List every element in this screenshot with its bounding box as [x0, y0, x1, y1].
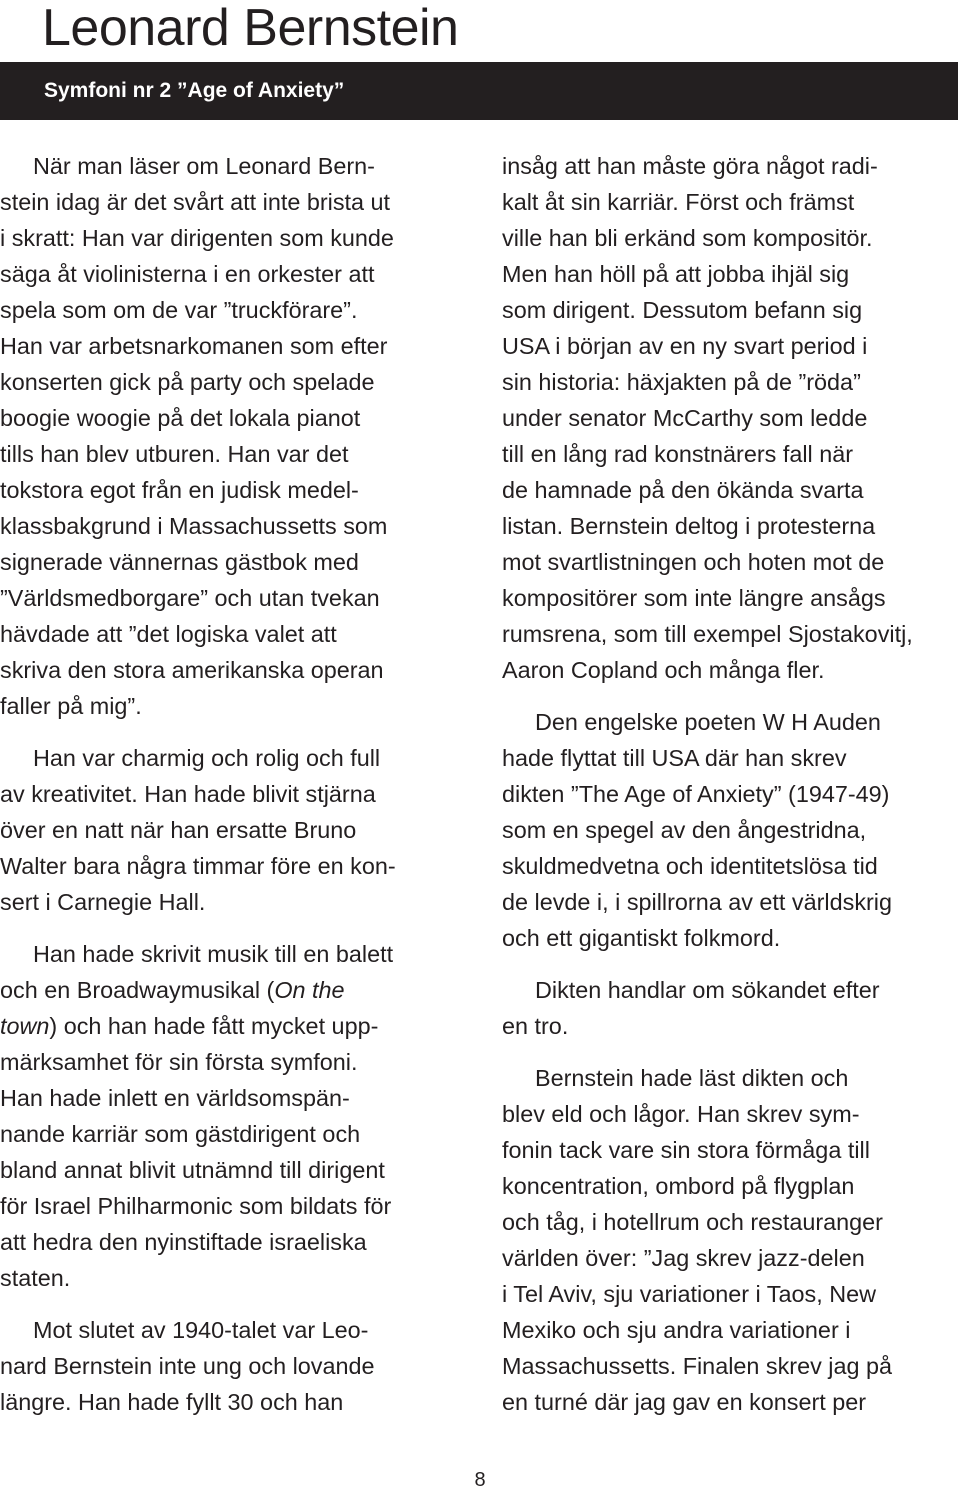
text-line: fonin tack vare sin stora förmåga till [502, 1137, 870, 1163]
text-line: signerade vännernas gästbok med [0, 549, 359, 575]
text-line: nard Bernstein inte ung och lovande [0, 1353, 375, 1379]
page-number: 8 [474, 1469, 486, 1491]
text-line: och ett gigantiskt folkmord. [502, 925, 781, 951]
text-line: koncentration, ombord på flygplan [502, 1173, 855, 1199]
text-line: under senator McCarthy som ledde [502, 405, 868, 431]
text-line: spela som om de var ”truckförare”. [0, 297, 358, 323]
text-line: säga åt violinisterna i en orkester att [0, 261, 375, 287]
text-line: USA i början av en ny svart period i [502, 333, 868, 359]
text-line: Mot slutet av 1940-talet var Leo- [33, 1317, 369, 1343]
text-line: tills han blev utburen. Han var det [0, 441, 349, 467]
text-line: insåg att han måste göra något radi- [502, 153, 878, 179]
section-heading: Symfoni nr 2 ”Age of Anxiety” [44, 79, 345, 102]
right-column-paragraph [502, 972, 960, 1044]
text-line: När man läser om Leonard Bern- [33, 153, 375, 179]
text-line: blev eld och lågor. Han skrev sym- [502, 1101, 860, 1127]
text-line: att hedra den nyinstiftade israeliska [0, 1229, 367, 1255]
text-line: ville han bli erkänd som kompositör. [502, 225, 873, 251]
text-line: kalt åt sin karriär. Först och främst [502, 189, 855, 215]
text-line: bland annat blivit utnämnd till dirigent [0, 1157, 385, 1183]
text-line: Walter bara några timmar före en kon- [0, 853, 396, 879]
text-line: Den engelske poeten W H Auden [535, 709, 881, 735]
text-line: över en natt när han ersatte Bruno [0, 817, 357, 843]
text-line: nande karriär som gästdirigent och [0, 1121, 361, 1147]
text-line: rumsrena, som till exempel Sjostakovitj, [502, 621, 913, 647]
text-line: ”Världsmedborgare” och utan tvekan [0, 585, 380, 611]
text-line: klassbakgrund i Massachussetts som [0, 513, 388, 539]
text-line: town) och han hade fått mycket upp- [0, 1013, 379, 1039]
page-title: Leonard Bernstein [42, 0, 459, 57]
text-line: i Tel Aviv, sju variationer i Taos, New [502, 1281, 876, 1307]
text-line: Men han höll på att jobba ihjäl sig [502, 261, 850, 287]
text-line: som dirigent. Dessutom befann sig [502, 297, 863, 323]
left-column [0, 148, 470, 1436]
text-line: konserten gick på party och spelade [0, 369, 375, 395]
text-line: faller på mig”. [0, 693, 142, 719]
text-line: dikten ”The Age of Anxiety” (1947-49) [502, 781, 890, 807]
text-line: mot svartlistningen och hoten mot de [502, 549, 885, 575]
text-line: listan. Bernstein deltog i protesterna [502, 513, 876, 539]
text-line: stein idag är det svårt att inte brista ut [0, 189, 391, 215]
text-line: märksamhet för sin första symfoni. [0, 1049, 358, 1075]
text-line: och en Broadwaymusikal (On the [0, 977, 345, 1003]
text-line: Aaron Copland och många fler. [502, 657, 825, 683]
text-line: Bernstein hade läst dikten och [535, 1065, 849, 1091]
text-line: tokstora egot från en judisk medel- [0, 477, 359, 503]
text-line: Dikten handlar om sökandet efter [535, 977, 880, 1003]
text-line: sert i Carnegie Hall. [0, 889, 206, 915]
text-line: världen över: ”Jag skrev jazz-delen [502, 1245, 865, 1271]
text-line: Han var arbetsnarkomanen som efter [0, 333, 388, 359]
text-line: en turné där jag gav en konsert per [502, 1389, 867, 1415]
text-line: en tro. [502, 1013, 569, 1039]
right-column [502, 148, 960, 1436]
text-line: för Israel Philharmonic som bildats för [0, 1193, 392, 1219]
text-line: i skratt: Han var dirigenten som kunde [0, 225, 394, 251]
right-column-paragraph [502, 704, 960, 956]
text-line: skuldmedvetna och identitetslösa tid [502, 853, 878, 879]
text-line: längre. Han hade fyllt 30 och han [0, 1389, 344, 1415]
text-line: som en spegel av den ångestridna, [502, 817, 867, 843]
text-line: kompositörer som inte längre ansågs [502, 585, 886, 611]
text-line: Mexiko och sju andra variationer i [502, 1317, 851, 1343]
text-line: Han hade inlett en världsomspän- [0, 1085, 350, 1111]
text-line: Han var charmig och rolig och full [33, 745, 381, 771]
text-line: hävdade att ”det logiska valet att [0, 621, 337, 647]
left-column-paragraph [0, 936, 470, 1296]
left-column-paragraph [0, 740, 470, 920]
right-column-paragraph [502, 1060, 960, 1420]
text-line: Han hade skrivit musik till en balett [33, 941, 394, 967]
text-line: skriva den stora amerikanska operan [0, 657, 384, 683]
section-banner [0, 62, 958, 120]
text-line: boogie woogie på det lokala pianot [0, 405, 361, 431]
text-line: de hamnade på den ökända svarta [502, 477, 864, 503]
text-line: av kreativitet. Han hade blivit stjärna [0, 781, 376, 807]
text-line: och tåg, i hotellrum och restauranger [502, 1209, 883, 1235]
left-column-paragraph [0, 1312, 470, 1420]
text-line: Massachussetts. Finalen skrev jag på [502, 1353, 893, 1379]
left-column-paragraph [0, 148, 470, 724]
text-line: hade flyttat till USA där han skrev [502, 745, 847, 771]
text-line: sin historia: häxjakten på de ”röda” [502, 369, 861, 395]
text-line: de levde i, i spillrorna av ett världskrig [502, 889, 893, 915]
text-line: staten. [0, 1265, 71, 1291]
right-column-paragraph [502, 148, 960, 688]
text-line: till en lång rad konstnärers fall när [502, 441, 854, 467]
